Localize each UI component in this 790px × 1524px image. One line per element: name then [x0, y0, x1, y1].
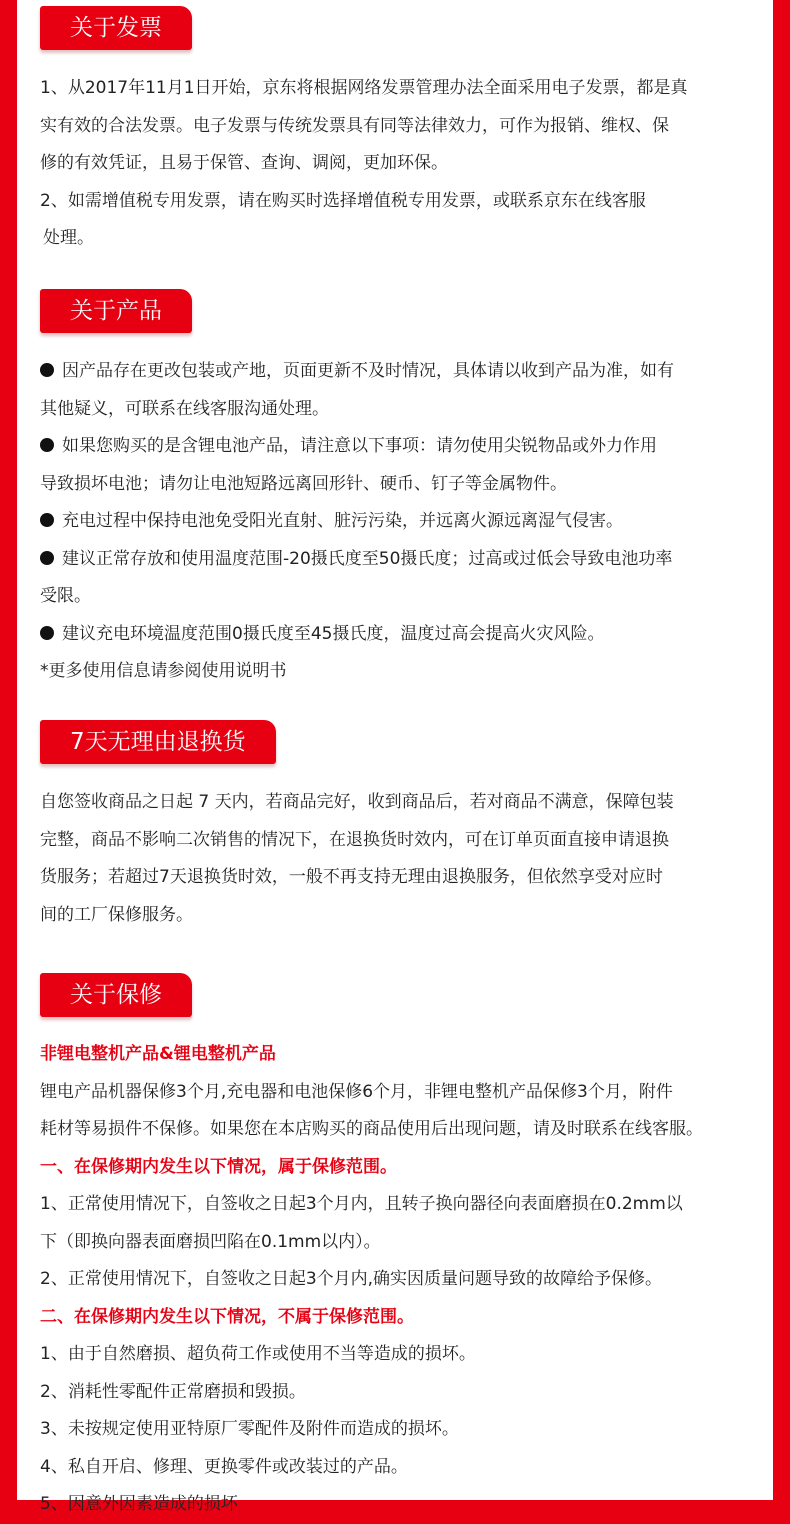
text-line: 下（即换向器表面磨损凹陷在0.1mm以内）。: [40, 1231, 381, 1252]
subheading: 二、在保修期内发生以下情况，不属于保修范围。: [40, 1306, 414, 1327]
list-item: [40, 541, 760, 579]
text-line: 完整，商品不影响二次销售的情况下，在退换货时效内，可在订单页面直接申请退换: [40, 829, 669, 850]
text-line: *更多使用信息请参阅使用说明书: [40, 661, 287, 681]
text-line: 间的工厂保修服务。: [40, 904, 193, 925]
list-item: [40, 616, 760, 654]
text-line: 2、消耗性零配件正常磨损和毁损。: [40, 1381, 306, 1402]
text-line: 1、从2017年11月1日开始，京东将根据网络发票管理办法全面采用电子发票，都是真: [40, 78, 688, 98]
content-page: [17, 0, 773, 1514]
text-line: 1、由于自然磨损、超负荷工作或使用不当等造成的损坏。: [40, 1344, 476, 1364]
list-item-text: 建议正常存放和使用温度范围-20摄氏度至50摄氏度；过高或过低会导致电池功率: [62, 548, 673, 569]
text-line: 自您签收商品之日起 7 天内，若商品完好，收到商品后，若对商品不满意，保障包装: [40, 792, 674, 812]
section-title-invoice: 关于发票: [40, 6, 192, 50]
list-item-text: 如果您购买的是含锂电池产品，请注意以下事项：请勿使用尖锐物品或外力作用: [62, 436, 657, 456]
list-item: [40, 353, 760, 391]
text-line: 实有效的合法发票。电子发票与传统发票具有同等法律效力，可作为报销、维权、保: [40, 115, 669, 136]
section-body-returns: [40, 784, 760, 934]
list-item-text: 建议充电环境温度范围0摄氏度至45摄氏度，温度过高会提高火灾风险。: [62, 623, 605, 644]
bullet-icon: [40, 363, 54, 377]
bullet-icon: [40, 551, 54, 565]
section-title-product: 关于产品: [40, 289, 192, 333]
text-line: 其他疑义，可联系在线客服沟通处理。: [40, 398, 329, 419]
text-line: 5、因意外因素造成的损坏: [40, 1494, 238, 1514]
section-body-product: [40, 353, 760, 691]
section-body-invoice: [40, 70, 760, 258]
subheading: 一、在保修期内发生以下情况，属于保修范围。: [40, 1156, 397, 1177]
subheading: 非锂电整机产品&锂电整机产品: [40, 1044, 276, 1064]
text-line: 4、私自开启、修理、更换零件或改装过的产品。: [40, 1456, 408, 1477]
section-body-warranty: [40, 1036, 760, 1524]
text-line: 导致损坏电池；请勿让电池短路远离回形针、硬币、钉子等金属物件。: [40, 473, 567, 494]
bullet-icon: [40, 513, 54, 527]
section-title-warranty: 关于保修: [40, 973, 192, 1017]
text-line: 3、未按规定使用亚特原厂零配件及附件而造成的损坏。: [40, 1419, 459, 1439]
text-line: 货服务；若超过7天退换货时效，一般不再支持无理由退换服务，但依然享受对应时: [40, 867, 663, 887]
text-line: 耗材等易损件不保修。如果您在本店购买的商品使用后出现问题，请及时联系在线客服。: [40, 1119, 703, 1139]
text-line: 锂电产品机器保修3个月,充电器和电池保修6个月，非锂电整机产品保修3个月，附件: [40, 1081, 673, 1102]
text-line: 处理。: [43, 228, 94, 248]
text-line: 受限。: [40, 586, 91, 606]
list-item: [40, 428, 760, 466]
text-line: 2、正常使用情况下，自签收之日起3个月内,确实因质量问题导致的故障给予保修。: [40, 1269, 663, 1289]
section-title-returns: 7天无理由退换货: [40, 720, 276, 764]
text-line: 1、正常使用情况下，自签收之日起3个月内，且转子换向器径向表面磨损在0.2mm以: [40, 1194, 683, 1214]
text-line: 修的有效凭证，且易于保管、查询、调阅，更加环保。: [40, 153, 448, 173]
text-line: 2、如需增值税专用发票，请在购买时选择增值税专用发票，或联系京东在线客服: [40, 190, 646, 211]
bullet-icon: [40, 626, 54, 640]
list-item-text: 充电过程中保持电池免受阳光直射、脏污污染，并远离火源远离湿气侵害。: [62, 511, 623, 531]
list-item: [40, 503, 760, 541]
bullet-icon: [40, 438, 54, 452]
list-item-text: 因产品存在更改包装或产地，页面更新不及时情况，具体请以收到产品为准，如有: [62, 361, 674, 381]
